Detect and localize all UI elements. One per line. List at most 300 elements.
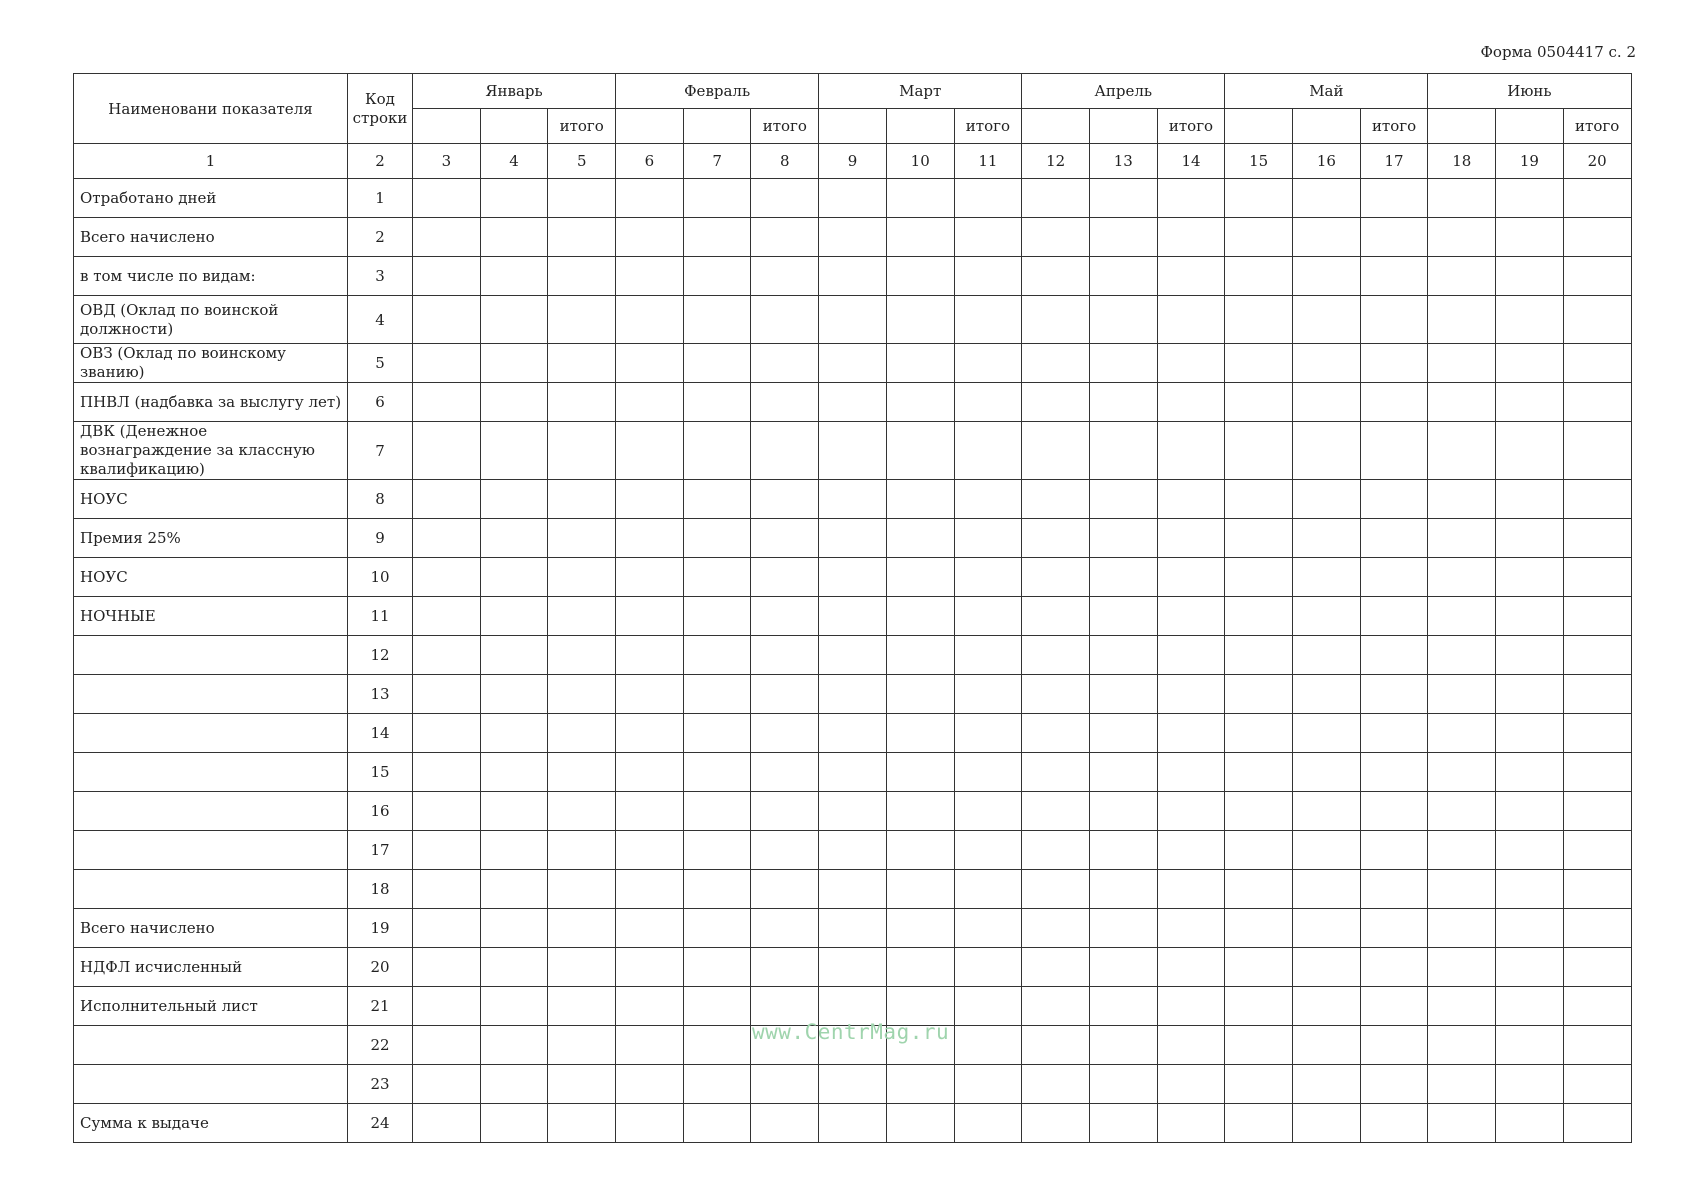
value-cell[interactable]	[1496, 179, 1564, 218]
value-cell[interactable]	[1360, 987, 1428, 1026]
value-cell[interactable]	[1157, 179, 1225, 218]
value-cell[interactable]	[954, 831, 1022, 870]
value-cell[interactable]	[1157, 792, 1225, 831]
value-cell[interactable]	[413, 344, 481, 383]
value-cell[interactable]	[1022, 1065, 1090, 1104]
value-cell[interactable]	[1496, 218, 1564, 257]
value-cell[interactable]	[616, 675, 684, 714]
value-cell[interactable]	[819, 909, 887, 948]
value-cell[interactable]	[1293, 948, 1361, 987]
value-cell[interactable]	[616, 636, 684, 675]
value-cell[interactable]	[886, 422, 954, 480]
value-cell[interactable]	[1157, 480, 1225, 519]
value-cell[interactable]	[1157, 636, 1225, 675]
value-cell[interactable]	[1360, 831, 1428, 870]
value-cell[interactable]	[751, 714, 819, 753]
value-cell[interactable]	[480, 753, 548, 792]
value-cell[interactable]	[886, 179, 954, 218]
value-cell[interactable]	[1225, 558, 1293, 597]
value-cell[interactable]	[1293, 753, 1361, 792]
value-cell[interactable]	[683, 257, 751, 296]
value-cell[interactable]	[751, 383, 819, 422]
value-cell[interactable]	[1360, 675, 1428, 714]
value-cell[interactable]	[1428, 422, 1496, 480]
value-cell[interactable]	[1225, 870, 1293, 909]
value-cell[interactable]	[1428, 675, 1496, 714]
value-cell[interactable]	[1563, 870, 1631, 909]
value-cell[interactable]	[1089, 422, 1157, 480]
value-cell[interactable]	[1428, 383, 1496, 422]
value-cell[interactable]	[413, 792, 481, 831]
value-cell[interactable]	[1225, 296, 1293, 344]
value-cell[interactable]	[616, 870, 684, 909]
value-cell[interactable]	[954, 909, 1022, 948]
value-cell[interactable]	[1563, 296, 1631, 344]
value-cell[interactable]	[683, 714, 751, 753]
value-cell[interactable]	[413, 383, 481, 422]
value-cell[interactable]	[819, 480, 887, 519]
value-cell[interactable]	[751, 675, 819, 714]
value-cell[interactable]	[480, 831, 548, 870]
value-cell[interactable]	[1563, 519, 1631, 558]
value-cell[interactable]	[751, 753, 819, 792]
value-cell[interactable]	[886, 909, 954, 948]
value-cell[interactable]	[1022, 831, 1090, 870]
value-cell[interactable]	[548, 948, 616, 987]
value-cell[interactable]	[954, 636, 1022, 675]
value-cell[interactable]	[954, 597, 1022, 636]
value-cell[interactable]	[1089, 1065, 1157, 1104]
value-cell[interactable]	[1293, 792, 1361, 831]
value-cell[interactable]	[683, 948, 751, 987]
value-cell[interactable]	[751, 909, 819, 948]
value-cell[interactable]	[1428, 519, 1496, 558]
value-cell[interactable]	[1360, 870, 1428, 909]
value-cell[interactable]	[480, 870, 548, 909]
value-cell[interactable]	[886, 519, 954, 558]
value-cell[interactable]	[480, 948, 548, 987]
value-cell[interactable]	[1022, 792, 1090, 831]
value-cell[interactable]	[683, 987, 751, 1026]
value-cell[interactable]	[751, 636, 819, 675]
value-cell[interactable]	[683, 636, 751, 675]
value-cell[interactable]	[886, 1065, 954, 1104]
value-cell[interactable]	[413, 636, 481, 675]
value-cell[interactable]	[1022, 753, 1090, 792]
value-cell[interactable]	[886, 753, 954, 792]
value-cell[interactable]	[751, 870, 819, 909]
value-cell[interactable]	[886, 1104, 954, 1143]
value-cell[interactable]	[1089, 753, 1157, 792]
value-cell[interactable]	[1225, 257, 1293, 296]
value-cell[interactable]	[480, 558, 548, 597]
value-cell[interactable]	[1293, 179, 1361, 218]
value-cell[interactable]	[548, 480, 616, 519]
value-cell[interactable]	[1022, 480, 1090, 519]
value-cell[interactable]	[480, 636, 548, 675]
value-cell[interactable]	[548, 422, 616, 480]
value-cell[interactable]	[1225, 344, 1293, 383]
value-cell[interactable]	[1225, 831, 1293, 870]
value-cell[interactable]	[1563, 344, 1631, 383]
value-cell[interactable]	[616, 344, 684, 383]
value-cell[interactable]	[954, 519, 1022, 558]
value-cell[interactable]	[1360, 179, 1428, 218]
value-cell[interactable]	[1360, 344, 1428, 383]
value-cell[interactable]	[954, 753, 1022, 792]
value-cell[interactable]	[480, 909, 548, 948]
value-cell[interactable]	[1360, 909, 1428, 948]
value-cell[interactable]	[1089, 597, 1157, 636]
value-cell[interactable]	[819, 179, 887, 218]
value-cell[interactable]	[1428, 792, 1496, 831]
value-cell[interactable]	[1360, 1104, 1428, 1143]
value-cell[interactable]	[1496, 597, 1564, 636]
value-cell[interactable]	[1022, 1026, 1090, 1065]
value-cell[interactable]	[1089, 870, 1157, 909]
value-cell[interactable]	[1496, 1026, 1564, 1065]
value-cell[interactable]	[548, 179, 616, 218]
value-cell[interactable]	[1563, 1104, 1631, 1143]
value-cell[interactable]	[683, 344, 751, 383]
value-cell[interactable]	[1428, 636, 1496, 675]
value-cell[interactable]	[1293, 344, 1361, 383]
value-cell[interactable]	[1293, 831, 1361, 870]
value-cell[interactable]	[1225, 1104, 1293, 1143]
value-cell[interactable]	[819, 1104, 887, 1143]
value-cell[interactable]	[1563, 1065, 1631, 1104]
value-cell[interactable]	[616, 422, 684, 480]
value-cell[interactable]	[548, 792, 616, 831]
value-cell[interactable]	[1225, 480, 1293, 519]
value-cell[interactable]	[413, 753, 481, 792]
value-cell[interactable]	[683, 558, 751, 597]
value-cell[interactable]	[1157, 257, 1225, 296]
value-cell[interactable]	[480, 987, 548, 1026]
value-cell[interactable]	[1157, 296, 1225, 344]
value-cell[interactable]	[1225, 1065, 1293, 1104]
value-cell[interactable]	[1496, 675, 1564, 714]
value-cell[interactable]	[548, 257, 616, 296]
value-cell[interactable]	[1428, 480, 1496, 519]
value-cell[interactable]	[1089, 519, 1157, 558]
value-cell[interactable]	[1022, 909, 1090, 948]
value-cell[interactable]	[1157, 1026, 1225, 1065]
value-cell[interactable]	[819, 558, 887, 597]
value-cell[interactable]	[1293, 218, 1361, 257]
value-cell[interactable]	[413, 1104, 481, 1143]
value-cell[interactable]	[1293, 987, 1361, 1026]
value-cell[interactable]	[1225, 519, 1293, 558]
value-cell[interactable]	[1157, 870, 1225, 909]
value-cell[interactable]	[1089, 675, 1157, 714]
value-cell[interactable]	[1157, 1065, 1225, 1104]
value-cell[interactable]	[616, 383, 684, 422]
value-cell[interactable]	[683, 1026, 751, 1065]
value-cell[interactable]	[751, 597, 819, 636]
value-cell[interactable]	[1022, 1104, 1090, 1143]
value-cell[interactable]	[1496, 344, 1564, 383]
value-cell[interactable]	[819, 597, 887, 636]
value-cell[interactable]	[886, 296, 954, 344]
value-cell[interactable]	[480, 480, 548, 519]
value-cell[interactable]	[1089, 714, 1157, 753]
value-cell[interactable]	[480, 675, 548, 714]
value-cell[interactable]	[1563, 422, 1631, 480]
value-cell[interactable]	[413, 831, 481, 870]
value-cell[interactable]	[616, 480, 684, 519]
value-cell[interactable]	[1089, 296, 1157, 344]
value-cell[interactable]	[1563, 1026, 1631, 1065]
value-cell[interactable]	[1293, 296, 1361, 344]
value-cell[interactable]	[1225, 714, 1293, 753]
value-cell[interactable]	[954, 296, 1022, 344]
value-cell[interactable]	[886, 792, 954, 831]
value-cell[interactable]	[1225, 218, 1293, 257]
value-cell[interactable]	[616, 753, 684, 792]
value-cell[interactable]	[480, 519, 548, 558]
value-cell[interactable]	[616, 948, 684, 987]
value-cell[interactable]	[1293, 1104, 1361, 1143]
value-cell[interactable]	[1022, 296, 1090, 344]
value-cell[interactable]	[1022, 519, 1090, 558]
value-cell[interactable]	[1496, 870, 1564, 909]
value-cell[interactable]	[413, 597, 481, 636]
value-cell[interactable]	[1022, 218, 1090, 257]
value-cell[interactable]	[1089, 218, 1157, 257]
value-cell[interactable]	[751, 558, 819, 597]
value-cell[interactable]	[886, 675, 954, 714]
value-cell[interactable]	[819, 948, 887, 987]
value-cell[interactable]	[886, 344, 954, 383]
value-cell[interactable]	[886, 597, 954, 636]
value-cell[interactable]	[413, 257, 481, 296]
value-cell[interactable]	[1428, 218, 1496, 257]
value-cell[interactable]	[751, 831, 819, 870]
value-cell[interactable]	[480, 383, 548, 422]
value-cell[interactable]	[548, 344, 616, 383]
value-cell[interactable]	[1022, 636, 1090, 675]
value-cell[interactable]	[683, 1065, 751, 1104]
value-cell[interactable]	[683, 675, 751, 714]
value-cell[interactable]	[1157, 383, 1225, 422]
value-cell[interactable]	[1293, 383, 1361, 422]
value-cell[interactable]	[683, 179, 751, 218]
value-cell[interactable]	[1563, 218, 1631, 257]
value-cell[interactable]	[1428, 987, 1496, 1026]
value-cell[interactable]	[819, 870, 887, 909]
value-cell[interactable]	[548, 383, 616, 422]
value-cell[interactable]	[1563, 597, 1631, 636]
value-cell[interactable]	[1428, 753, 1496, 792]
value-cell[interactable]	[1496, 422, 1564, 480]
value-cell[interactable]	[1293, 870, 1361, 909]
value-cell[interactable]	[480, 1065, 548, 1104]
value-cell[interactable]	[1360, 558, 1428, 597]
value-cell[interactable]	[616, 257, 684, 296]
value-cell[interactable]	[1428, 714, 1496, 753]
value-cell[interactable]	[886, 383, 954, 422]
value-cell[interactable]	[1022, 948, 1090, 987]
value-cell[interactable]	[1157, 519, 1225, 558]
value-cell[interactable]	[683, 597, 751, 636]
value-cell[interactable]	[413, 218, 481, 257]
value-cell[interactable]	[751, 344, 819, 383]
value-cell[interactable]	[1293, 1065, 1361, 1104]
value-cell[interactable]	[548, 1104, 616, 1143]
value-cell[interactable]	[1293, 1026, 1361, 1065]
value-cell[interactable]	[480, 257, 548, 296]
value-cell[interactable]	[413, 948, 481, 987]
value-cell[interactable]	[751, 480, 819, 519]
value-cell[interactable]	[683, 870, 751, 909]
value-cell[interactable]	[1496, 519, 1564, 558]
value-cell[interactable]	[480, 422, 548, 480]
value-cell[interactable]	[548, 558, 616, 597]
value-cell[interactable]	[1225, 422, 1293, 480]
value-cell[interactable]	[413, 675, 481, 714]
value-cell[interactable]	[1496, 909, 1564, 948]
value-cell[interactable]	[616, 792, 684, 831]
value-cell[interactable]	[683, 422, 751, 480]
value-cell[interactable]	[616, 1065, 684, 1104]
value-cell[interactable]	[1225, 597, 1293, 636]
value-cell[interactable]	[1022, 257, 1090, 296]
value-cell[interactable]	[616, 179, 684, 218]
value-cell[interactable]	[1360, 597, 1428, 636]
value-cell[interactable]	[1225, 383, 1293, 422]
value-cell[interactable]	[1428, 1065, 1496, 1104]
value-cell[interactable]	[616, 987, 684, 1026]
value-cell[interactable]	[683, 909, 751, 948]
value-cell[interactable]	[1157, 714, 1225, 753]
value-cell[interactable]	[1089, 558, 1157, 597]
value-cell[interactable]	[954, 558, 1022, 597]
value-cell[interactable]	[1563, 675, 1631, 714]
value-cell[interactable]	[1293, 257, 1361, 296]
value-cell[interactable]	[886, 558, 954, 597]
value-cell[interactable]	[1022, 597, 1090, 636]
value-cell[interactable]	[413, 1065, 481, 1104]
value-cell[interactable]	[1360, 422, 1428, 480]
value-cell[interactable]	[1225, 948, 1293, 987]
value-cell[interactable]	[1157, 753, 1225, 792]
value-cell[interactable]	[1496, 480, 1564, 519]
value-cell[interactable]	[1428, 257, 1496, 296]
value-cell[interactable]	[819, 753, 887, 792]
value-cell[interactable]	[1563, 948, 1631, 987]
value-cell[interactable]	[480, 792, 548, 831]
value-cell[interactable]	[616, 519, 684, 558]
value-cell[interactable]	[886, 480, 954, 519]
value-cell[interactable]	[1496, 1065, 1564, 1104]
value-cell[interactable]	[1496, 383, 1564, 422]
value-cell[interactable]	[1428, 558, 1496, 597]
value-cell[interactable]	[1563, 480, 1631, 519]
value-cell[interactable]	[1360, 714, 1428, 753]
value-cell[interactable]	[751, 257, 819, 296]
value-cell[interactable]	[886, 257, 954, 296]
value-cell[interactable]	[1360, 948, 1428, 987]
value-cell[interactable]	[1022, 558, 1090, 597]
value-cell[interactable]	[954, 870, 1022, 909]
value-cell[interactable]	[480, 344, 548, 383]
value-cell[interactable]	[1496, 948, 1564, 987]
value-cell[interactable]	[819, 675, 887, 714]
value-cell[interactable]	[1563, 636, 1631, 675]
value-cell[interactable]	[1293, 558, 1361, 597]
value-cell[interactable]	[480, 714, 548, 753]
value-cell[interactable]	[1157, 344, 1225, 383]
value-cell[interactable]	[954, 480, 1022, 519]
value-cell[interactable]	[1089, 909, 1157, 948]
value-cell[interactable]	[1496, 987, 1564, 1026]
value-cell[interactable]	[1089, 1104, 1157, 1143]
value-cell[interactable]	[1293, 480, 1361, 519]
value-cell[interactable]	[886, 948, 954, 987]
value-cell[interactable]	[548, 1065, 616, 1104]
value-cell[interactable]	[1225, 1026, 1293, 1065]
value-cell[interactable]	[480, 218, 548, 257]
value-cell[interactable]	[1225, 179, 1293, 218]
value-cell[interactable]	[1157, 909, 1225, 948]
value-cell[interactable]	[1428, 909, 1496, 948]
value-cell[interactable]	[616, 909, 684, 948]
value-cell[interactable]	[1428, 1026, 1496, 1065]
value-cell[interactable]	[819, 1065, 887, 1104]
value-cell[interactable]	[1022, 383, 1090, 422]
value-cell[interactable]	[413, 909, 481, 948]
value-cell[interactable]	[1089, 257, 1157, 296]
value-cell[interactable]	[1157, 675, 1225, 714]
value-cell[interactable]	[954, 1104, 1022, 1143]
value-cell[interactable]	[1089, 948, 1157, 987]
value-cell[interactable]	[1496, 753, 1564, 792]
value-cell[interactable]	[413, 422, 481, 480]
value-cell[interactable]	[1089, 1026, 1157, 1065]
value-cell[interactable]	[1089, 831, 1157, 870]
value-cell[interactable]	[1563, 714, 1631, 753]
value-cell[interactable]	[413, 480, 481, 519]
value-cell[interactable]	[1157, 218, 1225, 257]
value-cell[interactable]	[1225, 792, 1293, 831]
value-cell[interactable]	[751, 1065, 819, 1104]
value-cell[interactable]	[1496, 714, 1564, 753]
value-cell[interactable]	[1428, 831, 1496, 870]
value-cell[interactable]	[819, 257, 887, 296]
value-cell[interactable]	[1563, 558, 1631, 597]
value-cell[interactable]	[1225, 987, 1293, 1026]
value-cell[interactable]	[1563, 831, 1631, 870]
value-cell[interactable]	[954, 1065, 1022, 1104]
value-cell[interactable]	[751, 296, 819, 344]
value-cell[interactable]	[819, 792, 887, 831]
value-cell[interactable]	[1157, 831, 1225, 870]
value-cell[interactable]	[751, 422, 819, 480]
value-cell[interactable]	[1496, 558, 1564, 597]
value-cell[interactable]	[1563, 179, 1631, 218]
value-cell[interactable]	[1360, 519, 1428, 558]
value-cell[interactable]	[413, 296, 481, 344]
value-cell[interactable]	[1428, 179, 1496, 218]
value-cell[interactable]	[548, 296, 616, 344]
value-cell[interactable]	[819, 831, 887, 870]
value-cell[interactable]	[1428, 870, 1496, 909]
value-cell[interactable]	[954, 948, 1022, 987]
value-cell[interactable]	[954, 422, 1022, 480]
value-cell[interactable]	[1022, 714, 1090, 753]
value-cell[interactable]	[1157, 987, 1225, 1026]
